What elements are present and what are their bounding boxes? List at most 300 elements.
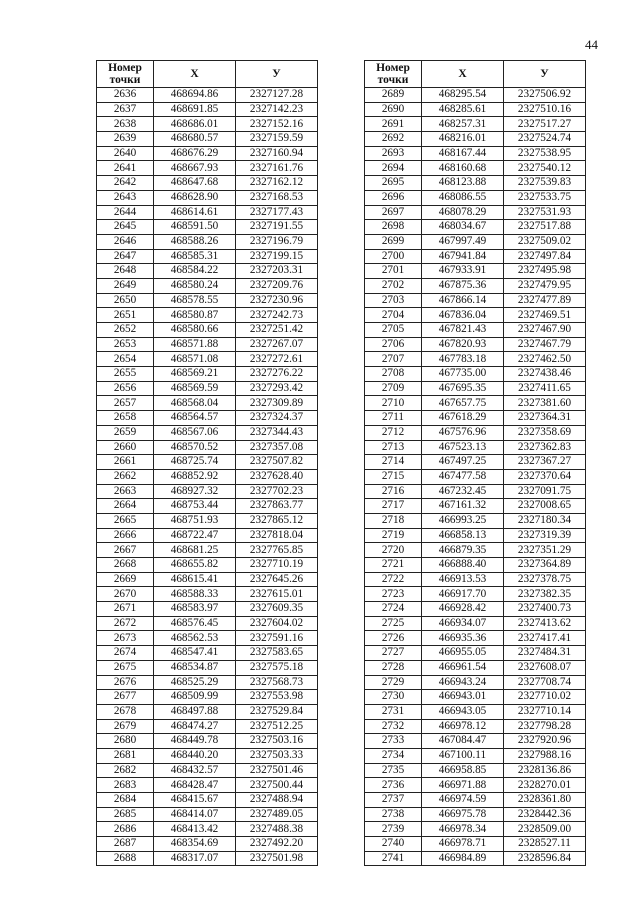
y-coordinate-cell: 2327512.25	[236, 719, 318, 734]
point-number-cell: 2636	[97, 88, 154, 103]
table-row	[97, 513, 318, 528]
table-row	[365, 264, 586, 279]
table-row	[97, 234, 318, 249]
y-coordinate-cell: 2327568.73	[236, 675, 318, 690]
table-row	[97, 572, 318, 587]
point-number-cell: 2709	[365, 381, 422, 396]
y-coordinate-cell: 2327127.28	[236, 88, 318, 103]
table-row	[365, 146, 586, 161]
table-row	[97, 690, 318, 705]
table-row	[365, 837, 586, 852]
y-coordinate-cell: 2327357.08	[236, 440, 318, 455]
point-number-cell: 2718	[365, 513, 422, 528]
point-number-cell: 2672	[97, 616, 154, 631]
y-coordinate-cell: 2327344.43	[236, 425, 318, 440]
x-coordinate-cell: 467783.18	[422, 352, 504, 367]
table-row	[97, 616, 318, 631]
x-coordinate-cell: 468753.44	[154, 499, 236, 514]
point-number-cell: 2686	[97, 822, 154, 837]
x-coordinate-cell: 468580.24	[154, 278, 236, 293]
y-coordinate-cell: 2327370.64	[504, 469, 586, 484]
y-coordinate-cell: 2327413.62	[504, 616, 586, 631]
table-row	[97, 748, 318, 763]
table-row	[97, 352, 318, 367]
y-coordinate-cell: 2327553.98	[236, 690, 318, 705]
x-coordinate-cell: 468160.68	[422, 161, 504, 176]
table-row	[365, 88, 586, 103]
y-coordinate-cell: 2327159.59	[236, 132, 318, 147]
point-number-cell: 2732	[365, 719, 422, 734]
point-number-cell: 2654	[97, 352, 154, 367]
point-number-cell: 2728	[365, 660, 422, 675]
table-row	[365, 807, 586, 822]
y-coordinate-cell: 2327517.88	[504, 220, 586, 235]
y-coordinate-cell: 2327479.95	[504, 278, 586, 293]
y-coordinate-cell: 2327400.73	[504, 602, 586, 617]
point-number-cell: 2644	[97, 205, 154, 220]
x-coordinate-cell: 467618.29	[422, 411, 504, 426]
point-number-cell: 2708	[365, 367, 422, 382]
point-number-cell: 2723	[365, 587, 422, 602]
table-row	[365, 234, 586, 249]
coordinates-table-right	[364, 60, 586, 866]
x-coordinate-cell: 466955.05	[422, 646, 504, 661]
table-row	[365, 822, 586, 837]
y-coordinate-cell: 2328527.11	[504, 837, 586, 852]
x-coordinate-cell: 466943.01	[422, 690, 504, 705]
x-coordinate-cell: 467875.36	[422, 278, 504, 293]
table-row	[365, 499, 586, 514]
y-coordinate-cell: 2327645.26	[236, 572, 318, 587]
point-number-cell: 2735	[365, 763, 422, 778]
x-coordinate-cell: 468578.55	[154, 293, 236, 308]
table-row	[97, 807, 318, 822]
table-row	[365, 572, 586, 587]
x-coordinate-cell: 468497.88	[154, 704, 236, 719]
table-row	[97, 367, 318, 382]
table-row	[97, 102, 318, 117]
point-number-cell: 2725	[365, 616, 422, 631]
x-coordinate-cell: 467836.04	[422, 308, 504, 323]
table-row	[97, 837, 318, 852]
x-coordinate-cell: 468564.57	[154, 411, 236, 426]
point-number-cell: 2741	[365, 851, 422, 866]
y-coordinate-cell: 2327152.16	[236, 117, 318, 132]
table-row	[365, 337, 586, 352]
point-number-cell: 2658	[97, 411, 154, 426]
point-number-cell: 2738	[365, 807, 422, 822]
table-body-left	[97, 88, 318, 866]
y-coordinate-cell: 2327180.34	[504, 513, 586, 528]
header-y: У	[236, 61, 318, 88]
table-row	[97, 763, 318, 778]
point-number-cell: 2727	[365, 646, 422, 661]
y-coordinate-cell: 2327358.69	[504, 425, 586, 440]
table-row	[365, 352, 586, 367]
x-coordinate-cell: 466975.78	[422, 807, 504, 822]
x-coordinate-cell: 468415.67	[154, 793, 236, 808]
x-coordinate-cell: 467497.25	[422, 455, 504, 470]
x-coordinate-cell: 467820.93	[422, 337, 504, 352]
point-number-cell: 2707	[365, 352, 422, 367]
y-coordinate-cell: 2327477.89	[504, 293, 586, 308]
table-row	[97, 249, 318, 264]
table-row	[97, 469, 318, 484]
point-number-cell: 2711	[365, 411, 422, 426]
point-number-cell: 2721	[365, 558, 422, 573]
x-coordinate-cell: 468562.53	[154, 631, 236, 646]
x-coordinate-cell: 468570.52	[154, 440, 236, 455]
point-number-cell: 2652	[97, 323, 154, 338]
point-number-cell: 2703	[365, 293, 422, 308]
y-coordinate-cell: 2327203.31	[236, 264, 318, 279]
x-coordinate-cell: 466978.71	[422, 837, 504, 852]
table-row	[97, 132, 318, 147]
x-coordinate-cell: 466993.25	[422, 513, 504, 528]
point-number-cell: 2706	[365, 337, 422, 352]
y-coordinate-cell: 2327615.01	[236, 587, 318, 602]
y-coordinate-cell: 2327276.22	[236, 367, 318, 382]
x-coordinate-cell: 466935.36	[422, 631, 504, 646]
x-coordinate-cell: 468474.27	[154, 719, 236, 734]
x-coordinate-cell: 468567.06	[154, 425, 236, 440]
y-coordinate-cell: 2327230.96	[236, 293, 318, 308]
table-row	[365, 690, 586, 705]
y-coordinate-cell: 2327509.02	[504, 234, 586, 249]
point-number-cell: 2691	[365, 117, 422, 132]
y-coordinate-cell: 2327920.96	[504, 734, 586, 749]
y-coordinate-cell: 2327540.12	[504, 161, 586, 176]
y-coordinate-cell: 2327091.75	[504, 484, 586, 499]
table-row	[365, 249, 586, 264]
x-coordinate-cell: 466958.85	[422, 763, 504, 778]
x-coordinate-cell: 466984.89	[422, 851, 504, 866]
x-coordinate-cell: 466978.34	[422, 822, 504, 837]
point-number-cell: 2663	[97, 484, 154, 499]
table-row	[365, 602, 586, 617]
y-coordinate-cell: 2327438.46	[504, 367, 586, 382]
point-number-cell: 2642	[97, 176, 154, 191]
table-row	[97, 851, 318, 866]
table-row	[97, 499, 318, 514]
table-row	[365, 631, 586, 646]
point-number-cell: 2700	[365, 249, 422, 264]
page-number: 44	[585, 37, 598, 52]
x-coordinate-cell: 468525.29	[154, 675, 236, 690]
y-coordinate-cell: 2327608.07	[504, 660, 586, 675]
table-row	[365, 719, 586, 734]
table-row	[365, 513, 586, 528]
y-coordinate-cell: 2327501.98	[236, 851, 318, 866]
y-coordinate-cell: 2327538.95	[504, 146, 586, 161]
table-row	[97, 264, 318, 279]
y-coordinate-cell: 2327309.89	[236, 396, 318, 411]
x-coordinate-cell: 468216.01	[422, 132, 504, 147]
table-row	[97, 660, 318, 675]
point-number-cell: 2638	[97, 117, 154, 132]
point-number-cell: 2699	[365, 234, 422, 249]
point-number-cell: 2705	[365, 323, 422, 338]
point-number-cell: 2677	[97, 690, 154, 705]
point-number-cell: 2695	[365, 176, 422, 191]
x-coordinate-cell: 468568.04	[154, 396, 236, 411]
point-number-cell: 2730	[365, 690, 422, 705]
y-coordinate-cell: 2327492.20	[236, 837, 318, 852]
x-coordinate-cell: 467657.75	[422, 396, 504, 411]
point-number-cell: 2657	[97, 396, 154, 411]
x-coordinate-cell: 468534.87	[154, 660, 236, 675]
y-coordinate-cell: 2327351.29	[504, 543, 586, 558]
table-row	[97, 646, 318, 661]
y-coordinate-cell: 2327209.76	[236, 278, 318, 293]
y-coordinate-cell: 2327488.38	[236, 822, 318, 837]
point-number-cell: 2729	[365, 675, 422, 690]
point-number-cell: 2688	[97, 851, 154, 866]
y-coordinate-cell: 2328442.36	[504, 807, 586, 822]
x-coordinate-cell: 468509.99	[154, 690, 236, 705]
table-row	[97, 411, 318, 426]
header-point-number: Номер точки	[97, 61, 154, 88]
point-number-cell: 2679	[97, 719, 154, 734]
table-row	[365, 675, 586, 690]
y-coordinate-cell: 2327191.55	[236, 220, 318, 235]
y-coordinate-cell: 2327604.02	[236, 616, 318, 631]
y-coordinate-cell: 2327517.27	[504, 117, 586, 132]
y-coordinate-cell: 2327467.90	[504, 323, 586, 338]
x-coordinate-cell: 468655.82	[154, 558, 236, 573]
table-row	[365, 132, 586, 147]
point-number-cell: 2683	[97, 778, 154, 793]
table-row	[365, 381, 586, 396]
x-coordinate-cell: 468585.31	[154, 249, 236, 264]
y-coordinate-cell: 2328136.86	[504, 763, 586, 778]
x-coordinate-cell: 468686.01	[154, 117, 236, 132]
point-number-cell: 2676	[97, 675, 154, 690]
x-coordinate-cell: 468354.69	[154, 837, 236, 852]
point-number-cell: 2671	[97, 602, 154, 617]
y-coordinate-cell: 2327510.16	[504, 102, 586, 117]
table-row	[97, 675, 318, 690]
table-row	[97, 88, 318, 103]
x-coordinate-cell: 467866.14	[422, 293, 504, 308]
table-row	[97, 734, 318, 749]
y-coordinate-cell: 2327462.50	[504, 352, 586, 367]
x-coordinate-cell: 466917.70	[422, 587, 504, 602]
table-row	[365, 469, 586, 484]
table-row	[97, 631, 318, 646]
x-coordinate-cell: 468413.42	[154, 822, 236, 837]
point-number-cell: 2661	[97, 455, 154, 470]
table-row	[97, 528, 318, 543]
header-x: X	[154, 61, 236, 88]
point-number-cell: 2710	[365, 396, 422, 411]
x-coordinate-cell: 468569.59	[154, 381, 236, 396]
table-row	[97, 308, 318, 323]
table-row	[365, 367, 586, 382]
x-coordinate-cell: 466913.53	[422, 572, 504, 587]
table-row	[97, 278, 318, 293]
x-coordinate-cell: 467941.84	[422, 249, 504, 264]
table-row	[97, 205, 318, 220]
table-row	[365, 778, 586, 793]
table-body-right	[365, 88, 586, 866]
y-coordinate-cell: 2327488.94	[236, 793, 318, 808]
table-row	[365, 587, 586, 602]
x-coordinate-cell: 468414.07	[154, 807, 236, 822]
x-coordinate-cell: 468591.50	[154, 220, 236, 235]
table-row	[365, 851, 586, 866]
y-coordinate-cell: 2327539.83	[504, 176, 586, 191]
table-row	[365, 793, 586, 808]
point-number-cell: 2674	[97, 646, 154, 661]
y-coordinate-cell: 2327196.79	[236, 234, 318, 249]
x-coordinate-cell: 467821.43	[422, 323, 504, 338]
y-coordinate-cell: 2327575.18	[236, 660, 318, 675]
x-coordinate-cell: 467161.32	[422, 499, 504, 514]
point-number-cell: 2662	[97, 469, 154, 484]
x-coordinate-cell: 468034.67	[422, 220, 504, 235]
point-number-cell: 2665	[97, 513, 154, 528]
point-number-cell: 2640	[97, 146, 154, 161]
x-coordinate-cell: 467232.45	[422, 484, 504, 499]
table-row	[97, 425, 318, 440]
table-row	[97, 778, 318, 793]
y-coordinate-cell: 2327702.23	[236, 484, 318, 499]
y-coordinate-cell: 2327609.35	[236, 602, 318, 617]
table-row	[365, 176, 586, 191]
table-row	[365, 616, 586, 631]
point-number-cell: 2714	[365, 455, 422, 470]
table-row	[365, 161, 586, 176]
table-row	[97, 323, 318, 338]
y-coordinate-cell: 2327501.46	[236, 763, 318, 778]
y-coordinate-cell: 2327272.61	[236, 352, 318, 367]
point-number-cell: 2715	[365, 469, 422, 484]
y-coordinate-cell: 2327251.42	[236, 323, 318, 338]
y-coordinate-cell: 2327710.02	[504, 690, 586, 705]
point-number-cell: 2719	[365, 528, 422, 543]
y-coordinate-cell: 2327531.93	[504, 205, 586, 220]
y-coordinate-cell: 2327507.82	[236, 455, 318, 470]
x-coordinate-cell: 468086.55	[422, 190, 504, 205]
y-coordinate-cell: 2327162.12	[236, 176, 318, 191]
table-row	[97, 337, 318, 352]
table-row	[365, 205, 586, 220]
table-row	[365, 278, 586, 293]
point-number-cell: 2645	[97, 220, 154, 235]
point-number-cell: 2734	[365, 748, 422, 763]
table-row	[365, 396, 586, 411]
point-number-cell: 2639	[97, 132, 154, 147]
table-row	[97, 543, 318, 558]
point-number-cell: 2670	[97, 587, 154, 602]
point-number-cell: 2693	[365, 146, 422, 161]
table-row	[97, 396, 318, 411]
y-coordinate-cell: 2327467.79	[504, 337, 586, 352]
table-row	[97, 484, 318, 499]
x-coordinate-cell: 468852.92	[154, 469, 236, 484]
table-row	[365, 293, 586, 308]
header-point-number: Номер точки	[365, 61, 422, 88]
y-coordinate-cell: 2327533.75	[504, 190, 586, 205]
x-coordinate-cell: 468547.41	[154, 646, 236, 661]
y-coordinate-cell: 2327142.23	[236, 102, 318, 117]
y-coordinate-cell: 2327242.73	[236, 308, 318, 323]
point-number-cell: 2690	[365, 102, 422, 117]
x-coordinate-cell: 466888.40	[422, 558, 504, 573]
x-coordinate-cell: 466858.13	[422, 528, 504, 543]
y-coordinate-cell: 2327865.12	[236, 513, 318, 528]
table-row	[365, 190, 586, 205]
y-coordinate-cell: 2327367.27	[504, 455, 586, 470]
point-number-cell: 2680	[97, 734, 154, 749]
y-coordinate-cell: 2327168.53	[236, 190, 318, 205]
x-coordinate-cell: 468647.68	[154, 176, 236, 191]
y-coordinate-cell: 2327293.42	[236, 381, 318, 396]
x-coordinate-cell: 468580.87	[154, 308, 236, 323]
x-coordinate-cell: 466961.54	[422, 660, 504, 675]
table-row	[97, 440, 318, 455]
point-number-cell: 2669	[97, 572, 154, 587]
y-coordinate-cell: 2327469.51	[504, 308, 586, 323]
y-coordinate-cell: 2327818.04	[236, 528, 318, 543]
table-row	[365, 704, 586, 719]
point-number-cell: 2684	[97, 793, 154, 808]
y-coordinate-cell: 2327008.65	[504, 499, 586, 514]
x-coordinate-cell: 468667.93	[154, 161, 236, 176]
table-row	[97, 793, 318, 808]
x-coordinate-cell: 467100.11	[422, 748, 504, 763]
y-coordinate-cell: 2327319.39	[504, 528, 586, 543]
table-row	[365, 323, 586, 338]
point-number-cell: 2740	[365, 837, 422, 852]
point-number-cell: 2698	[365, 220, 422, 235]
y-coordinate-cell: 2327765.85	[236, 543, 318, 558]
x-coordinate-cell: 468588.33	[154, 587, 236, 602]
point-number-cell: 2648	[97, 264, 154, 279]
point-number-cell: 2664	[97, 499, 154, 514]
y-coordinate-cell: 2327378.75	[504, 572, 586, 587]
point-number-cell: 2651	[97, 308, 154, 323]
x-coordinate-cell: 466943.05	[422, 704, 504, 719]
x-coordinate-cell: 467695.35	[422, 381, 504, 396]
x-coordinate-cell: 467735.00	[422, 367, 504, 382]
table-row	[365, 411, 586, 426]
x-coordinate-cell: 468615.41	[154, 572, 236, 587]
y-coordinate-cell: 2327267.07	[236, 337, 318, 352]
x-coordinate-cell: 466879.35	[422, 543, 504, 558]
point-number-cell: 2731	[365, 704, 422, 719]
x-coordinate-cell: 468676.29	[154, 146, 236, 161]
point-number-cell: 2682	[97, 763, 154, 778]
table-row	[365, 646, 586, 661]
coordinates-table-left	[96, 60, 318, 866]
x-coordinate-cell: 467084.47	[422, 734, 504, 749]
point-number-cell: 2678	[97, 704, 154, 719]
point-number-cell: 2667	[97, 543, 154, 558]
y-coordinate-cell: 2327160.94	[236, 146, 318, 161]
y-coordinate-cell: 2328270.01	[504, 778, 586, 793]
point-number-cell: 2701	[365, 264, 422, 279]
y-coordinate-cell: 2327506.92	[504, 88, 586, 103]
table-row	[365, 117, 586, 132]
x-coordinate-cell: 468614.61	[154, 205, 236, 220]
y-coordinate-cell: 2327798.28	[504, 719, 586, 734]
table-row	[97, 117, 318, 132]
table-row	[365, 558, 586, 573]
point-number-cell: 2733	[365, 734, 422, 749]
table-row	[97, 719, 318, 734]
